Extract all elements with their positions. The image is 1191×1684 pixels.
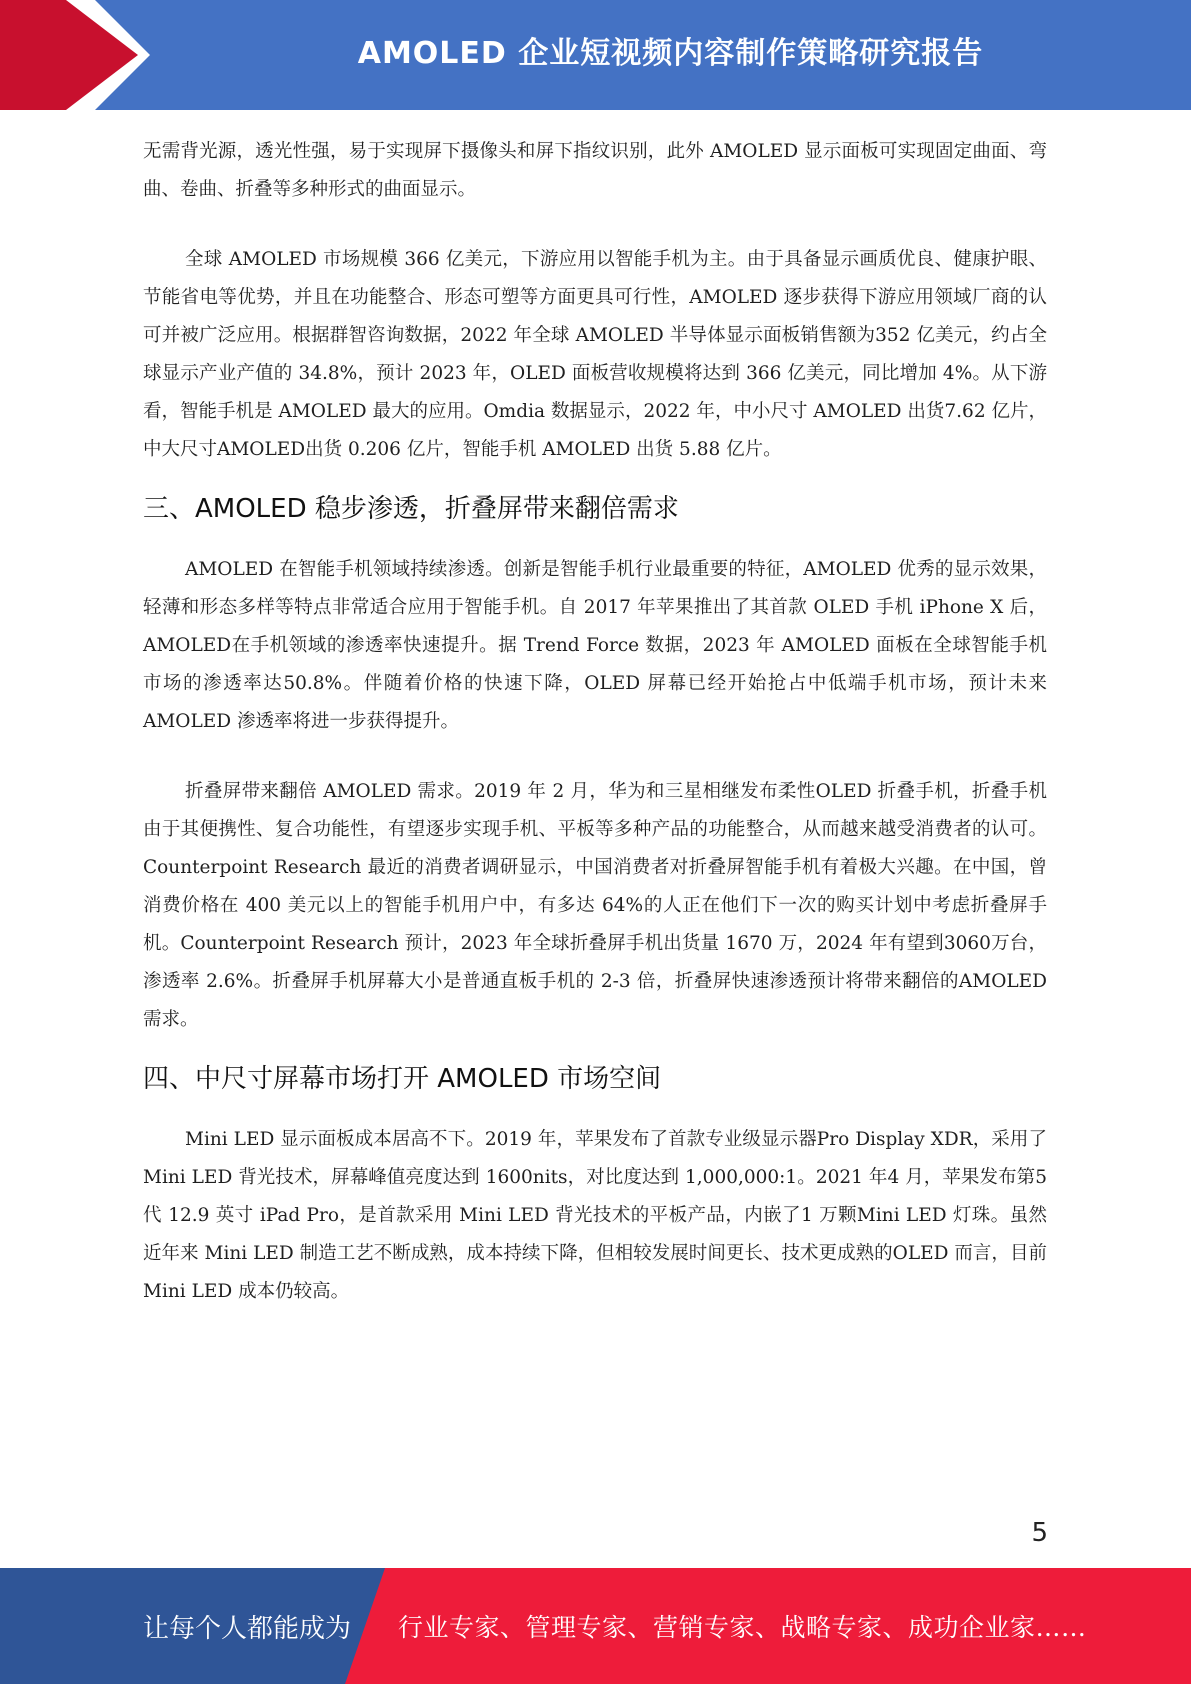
page-footer [0,1568,1191,1684]
paragraph-foldable-demand: 折叠屏带来翻倍 AMOLED 需求。2019 年 2 月，华为和三星相继发布柔性OLED 折叠手机，折叠手机由于其便携性、复合功能性，有望逐步实现手机、平板等多种产品的功能整合，从而越来越受消费者的认可。Counterpoint Research 最近的消费者调研显示，中国消费者对折叠屏智能手机有着极大兴趣。在中国，曾消费价格在 400 美元以上的智能手机用户中，有多达 64%的人正在他们下一次的购买计划中考虑折叠屏手机。Counterpoint Research 预计，2023 年全球折叠屏手机出货量 1670 万，2024 年有望到3060万台，渗透率 2.6%。折叠屏手机屏幕大小是普通直板手机的 2-3 倍，折叠屏快速渗透预计将带来翻倍的AMOLED需求。 [143,781,1047,1030]
paragraph-market-size: 全球 AMOLED 市场规模 366 亿美元，下游应用以智能手机为主。由于具备显示画质优良、健康护眼、节能省电等优势，并且在功能整合、形态可塑等方面更具可行性，AMOLED 逐步获得下游应用领域厂商的认可并被广泛应用。根据群智咨询数据，2022 年全球 AMOLED 半导体显示面板销售额为352 亿美元，约占全球显示产业产值的 34.8%，预计 2023 年，OLED 面板营收规模将达到 366 亿美元，同比增加 4%。从下游看，智能手机是 AMOLED 最大的应用。Omdia 数据显示，2022 年，中小尺寸 AMOLED 出货7.62 亿片，中大尺寸AMOLED出货 0.206 亿片，智能手机 AMOLED 出货 5.88 亿片。 [143,249,1047,460]
paragraph-continued: 无需背光源，透光性强，易于实现屏下摄像头和屏下指纹识别，此外 AMOLED 显示面板可实现固定曲面、弯曲、卷曲、折叠等多种形式的曲面显示。 [143,141,1047,200]
paragraph-smartphone-penetration: AMOLED 在智能手机领域持续渗透。创新是智能手机行业最重要的特征，AMOLED 优秀的显示效果，轻薄和形态多样等特点非常适合应用于智能手机。自 2017 年苹果推出了其首款 OLED 手机 iPhone X 后，AMOLED在手机领域的渗透率快速提升。据 Trend Force 数据，2023 年 AMOLED 面板在全球智能手机市场的渗透率达50.8%。伴随着价格的快速下降，OLED 屏幕已经开始抢占中低端手机市场，预计未来AMOLED 渗透率将进一步获得提升。 [143,559,1047,732]
document-body [143,133,1047,1311]
section-heading-3: 三、AMOLED 稳步渗透，折叠屏带来翻倍需求 [143,494,679,524]
header-arrow-icon [0,0,138,110]
paragraph-mini-led: Mini LED 显示面板成本居高不下。2019 年，苹果发布了首款专业级显示器Pro Display XDR，采用了Mini LED 背光技术，屏幕峰值亮度达到 1600nits，对比度达到 1,000,000:1。2021 年4 月，苹果发布第5代 12.9 英寸 iPad Pro，是首款采用 Mini LED 背光技术的平板产品，内嵌了1 万颗Mini LED 灯珠。虽然近年来 Mini LED 制造工艺不断成熟，成本持续下降，但相较发展时间更长、技术更成熟的OLED 而言，目前Mini LED 成本仍较高。 [143,1129,1047,1302]
report-title: AMOLED 企业短视频内容制作策略研究报告 [357,36,984,71]
section-heading-4: 四、中尺寸屏幕市场打开 AMOLED 市场空间 [143,1064,662,1094]
footer-slogan-left: 让每个人都能成为 [143,1613,352,1644]
page-header [0,0,1191,110]
page-number: 5 [1031,1518,1048,1548]
footer-slogan-right: 行业专家、管理专家、营销专家、战略专家、成功企业家…… [398,1613,1087,1642]
